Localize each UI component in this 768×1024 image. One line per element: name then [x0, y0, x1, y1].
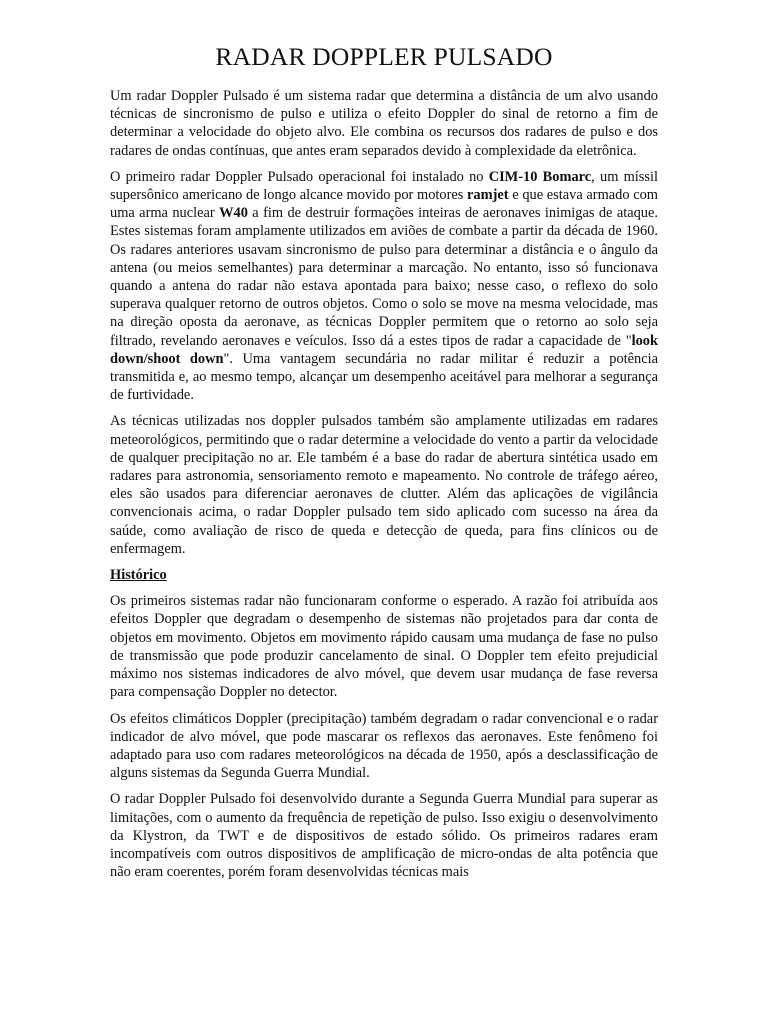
text-run: a fim de destruir formações inteiras de aeronaves inimigas de ataque. Estes sistemas foram amplamente utilizados em aviões de combate a partir da década de 1960. Os radares anteriores usavam sincronismo de pulso para determinar a distância e o ângulo da antena (ou meios semelhantes) para determinar a marcação. No entanto, isso só funcionava quando a antena do radar não estava apontada para baixo; nesse caso, o reflexo do solo superava qualquer retorno de outros objetos. Como o solo se move na mesma velocidade, mas na direção oposta da aeronave, as técnicas Doppler permitem que o retorno ao solo seja filtrado, revelando aeronaves e veículos. Isso dá a estes tipos de radar a capacidade de " [110, 205, 658, 349]
bold-term-ramjet: ramjet [467, 187, 509, 204]
paragraph-ww2-development: O radar Doppler Pulsado foi desenvolvido durante a Segunda Guerra Mundial para superar as limitações, com o aumento da frequência de repetição de pulso. Isso exigiu o desenvolvimento da Klystron, da TWT e de dispositivos de estado sólido. Os primeiros radares eram incompatíveis com outros dispositivos de amplificação de micro-ondas de alta potência que não eram coerentes, porém foram desenvolvidas técnicas mais [110, 791, 658, 881]
text-run: ". Uma vantagem secundária no radar militar é reduzir a potência transmitida e, ao mesmo tempo, alcançar um desempenho aceitável para melhorar a segurança de furtividade. [110, 350, 658, 404]
text-run: , um míssil supersônico americano de longo alcance movido por motores [110, 168, 658, 204]
text-run: e que estava armado com uma arma nuclear [110, 187, 658, 222]
document-page [110, 42, 658, 889]
bold-term-cim10-bomarc: CIM-10 Bomarc [488, 168, 592, 185]
paragraph-applications: As técnicas utilizadas nos doppler pulsados também são amplamente utilizadas em radares meteorológicos, permitindo que o radar determine a velocidade do vento a partir da velocidade de qualquer precipitação no ar. Ele também é a base do radar de abertura sintética usado em radares para astronomia, sensoriamento remoto e mapeamento. No controle de tráfego aéreo, eles são usados para diferenciar aeronaves de clutter. Além das aplicações de vigilância convencionais acima, o radar Doppler pulsado tem sido aplicado com sucesso na área da saúde, como avaliação de risco de queda e detecção de queda, para fins clínicos ou de enfermagem. [110, 413, 658, 557]
paragraph-history-overview [110, 168, 658, 405]
section-heading-historico: Histórico [110, 567, 167, 584]
paragraph-weather-effects: Os efeitos climáticos Doppler (precipitação) também degradam o radar convencional e o radar indicador de alvo móvel, que pode mascarar os reflexos das aeronaves. Este fenômeno foi adaptado para uso com radares meteorológicos na década de 1950, após a desclassificação de alguns sistemas da Segunda Guerra Mundial. [110, 710, 658, 782]
paragraph-early-systems: Os primeiros sistemas radar não funcionaram conforme o esperado. A razão foi atribuída aos efeitos Doppler que degradam o desempenho de sistemas não projetados para dar conta de objetos em movimento. Objetos em movimento rápido causam uma mudança de fase no pulso de transmissão que pode produzir cancelamento de sinal. O Doppler tem efeito prejudicial máximo nos sistemas indicadores de alvo móvel, que devem usar mudança de fase reversa para compensação Doppler no detector. [110, 593, 658, 701]
bold-term-w40: W40 [219, 205, 248, 222]
paragraph-intro: Um radar Doppler Pulsado é um sistema radar que determina a distância de um alvo usando técnicas de sincronismo de pulso e utiliza o efeito Doppler do sinal de retorno a fim de determinar a velocidade do objeto alvo. Ele combina os recursos dos radares de pulso e dos radares de ondas contínuas, que antes eram separados devido à complexidade da eletrônica. [110, 88, 658, 159]
document-title: RADAR DOPPLER PULSADO [215, 42, 553, 71]
text-run: O primeiro radar Doppler Pulsado operacional foi instalado no [110, 168, 489, 185]
bold-term-look-down-shoot-down: look down/shoot down [110, 332, 658, 367]
